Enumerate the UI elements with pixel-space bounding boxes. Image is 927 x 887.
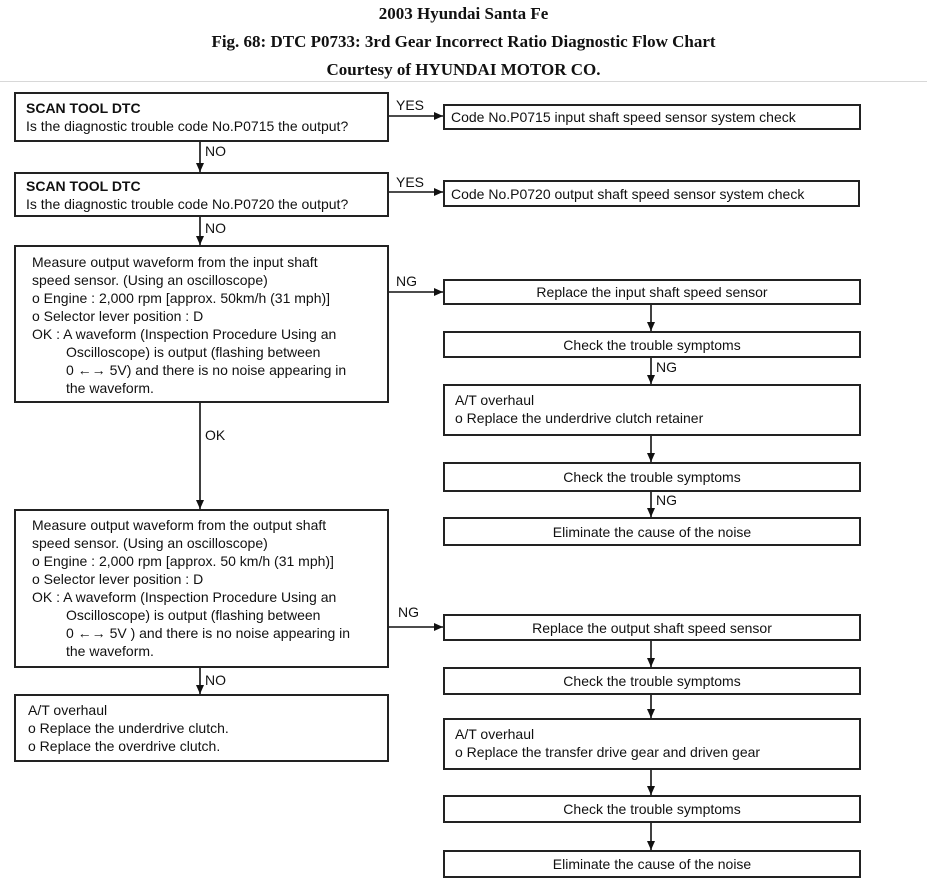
step-line: Measure output waveform from the output shaft — [32, 517, 327, 533]
step-eliminate-noise: Eliminate the cause of the noise — [443, 517, 861, 546]
decision-question: Is the diagnostic trouble code No.P0720 the output? — [26, 196, 349, 212]
label-ok: OK — [205, 427, 226, 443]
step-line: o Replace the underdrive clutch. — [28, 720, 229, 736]
step-line: speed sensor. (Using an oscilloscope) — [32, 535, 268, 551]
result-p0715-check: Code No.P0715 input shaft speed sensor system check — [443, 104, 861, 130]
courtesy-line: Courtesy of HYUNDAI MOTOR CO. — [326, 60, 601, 79]
step-line: OK : A waveform (Inspection Procedure Using an — [32, 589, 337, 605]
label-no: NO — [205, 672, 226, 688]
step-line: o Replace the overdrive clutch. — [28, 738, 221, 754]
step-line: o Selector lever position : D — [32, 308, 204, 324]
label-yes: YES — [396, 174, 425, 190]
step-at-overhaul-retainer — [443, 384, 861, 436]
step-eliminate-noise: Eliminate the cause of the noise — [443, 850, 861, 878]
step-check-symptoms: Check the trouble symptoms — [443, 462, 861, 492]
step-line: the waveform. — [66, 380, 154, 396]
result-p0720-check: Code No.P0720 output shaft speed sensor system check — [443, 180, 860, 207]
step-at-overhaul-transfer-gear — [443, 718, 861, 770]
step-check-symptoms: Check the trouble symptoms — [443, 795, 861, 823]
step-line: Oscilloscope) is output (flashing between — [66, 607, 321, 623]
step-check-symptoms: Check the trouble symptoms — [443, 667, 861, 695]
label-ng: NG — [656, 492, 677, 508]
step-measure-output-shaft — [14, 509, 389, 668]
step-at-overhaul-clutches — [14, 694, 389, 762]
decision-dtc-p0715 — [14, 92, 389, 142]
step-line: A/T overhaul — [28, 702, 108, 718]
step-line: o Replace the transfer drive gear and driven gear — [455, 744, 761, 760]
header-title: 2003 Hyundai Santa Fe — [378, 4, 549, 23]
figure-caption: Fig. 68: DTC P0733: 3rd Gear Incorrect Ratio Diagnostic Flow Chart — [211, 32, 716, 51]
step-line: 0 ←→ 5V ) and there is no noise appearing in — [66, 625, 351, 641]
step-line: o Replace the underdrive clutch retainer — [455, 410, 704, 426]
label-no: NO — [205, 220, 226, 236]
step-line: A/T overhaul — [455, 392, 535, 408]
step-line: o Engine : 2,000 rpm [approx. 50 km/h (31 mph)] — [32, 553, 334, 569]
label-yes: YES — [396, 97, 425, 113]
step-replace-input-sensor: Replace the input shaft speed sensor — [443, 279, 861, 305]
step-line: 0 ←→ 5V) and there is no noise appearing in — [66, 362, 347, 378]
label-ng: NG — [398, 604, 419, 620]
step-line: Oscilloscope) is output (flashing between — [66, 344, 321, 360]
label-no: NO — [205, 143, 226, 159]
label-ng: NG — [656, 359, 677, 375]
step-line: A/T overhaul — [455, 726, 535, 742]
step-replace-output-sensor: Replace the output shaft speed sensor — [443, 614, 861, 641]
decision-title: SCAN TOOL DTC — [26, 178, 141, 194]
step-line: speed sensor. (Using an oscilloscope) — [32, 272, 268, 288]
step-check-symptoms: Check the trouble symptoms — [443, 331, 861, 358]
decision-dtc-p0720 — [14, 172, 389, 217]
step-measure-input-shaft — [14, 245, 389, 403]
label-ng: NG — [396, 273, 417, 289]
step-line: o Engine : 2,000 rpm [approx. 50km/h (31 mph)] — [32, 290, 331, 306]
decision-question: Is the diagnostic trouble code No.P0715 the output? — [26, 118, 349, 134]
step-line: OK : A waveform (Inspection Procedure Using an — [32, 326, 337, 342]
step-line: o Selector lever position : D — [32, 571, 204, 587]
step-line: the waveform. — [66, 643, 154, 659]
step-line: Measure output waveform from the input shaft — [32, 254, 318, 270]
decision-title: SCAN TOOL DTC — [26, 100, 141, 116]
